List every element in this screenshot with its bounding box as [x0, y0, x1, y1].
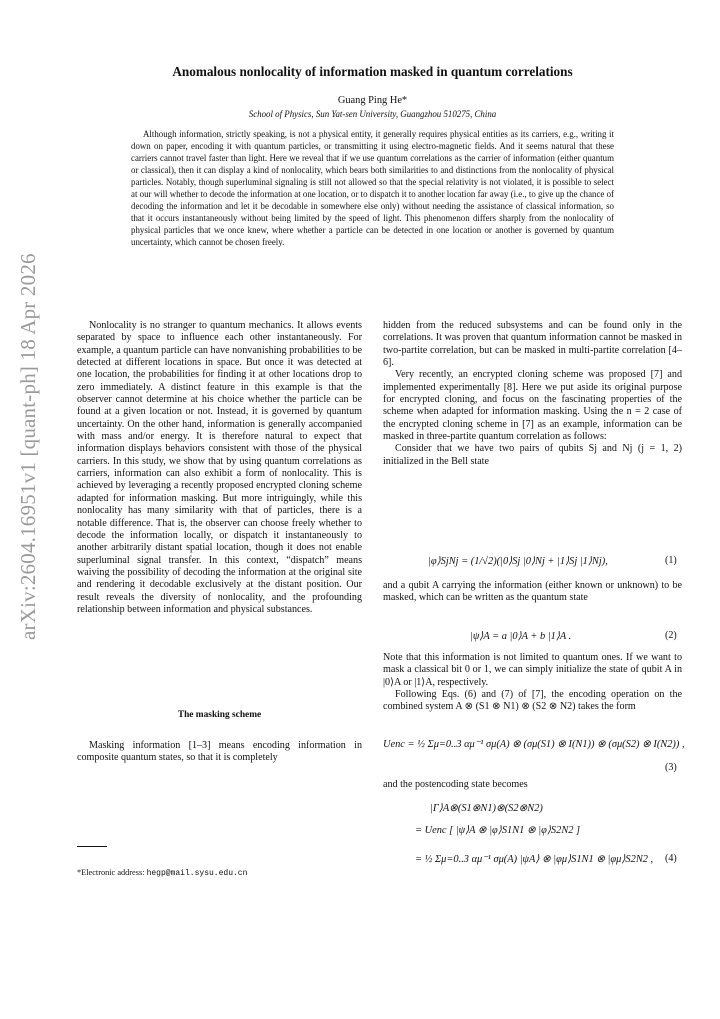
author-line: Guang Ping He*	[337, 95, 408, 106]
masking-paragraph-text: Masking information [1–3] means encoding information in composite quantum states, so that it is completely	[77, 740, 362, 764]
paper-title: Anomalous nonlocality of information masked in quantum correlations	[172, 64, 573, 79]
equation-2: |ψ⟩A = a |0⟩A + b |1⟩A .	[470, 631, 572, 642]
right-para-5-text: Note that this information is not limited to quantum ones. If we want to mask a classical bit 0 or 1, we can simply initialize the state of qubit A in |0⟩A or |1⟩A, respectively.	[383, 652, 682, 688]
right-para-7	[383, 779, 682, 791]
equation-4-line-3: = ½ Σμ=0..3 αμ⁻¹ σμ(A) |ψA⟩ ⊗ |φμ⟩S1N1 ⊗ |φμ⟩S2N2 ,	[415, 854, 654, 865]
arxiv-identifier-sidebar: arXiv:2604.16951v1 [quant-ph] 18 Apr 2026	[16, 253, 40, 640]
footnote-label: *Electronic address:	[77, 868, 147, 877]
right-para-5	[383, 652, 682, 714]
left-column	[77, 320, 362, 616]
affiliation-line: School of Physics, Sun Yat-sen University, Guangzhou 510275, China	[248, 109, 497, 119]
right-para-6-text: Following Eqs. (6) and (7) of [7], the encoding operation on the combined system A ⊗ (S1 ⊗ N1) ⊗ (S2 ⊗ N2) takes the form	[383, 689, 682, 713]
equation-1-number: (1)	[665, 555, 677, 566]
equation-3-number: (3)	[665, 762, 677, 773]
equation-2-number: (2)	[665, 630, 677, 641]
equation-4-number: (4)	[665, 853, 677, 864]
equation-1: |φ⟩SjNj = (1/√2)(|0⟩Sj |0⟩Nj + |1⟩Sj |1⟩Nj),	[428, 556, 608, 567]
footnote-rule	[77, 846, 107, 847]
right-para-1	[383, 320, 682, 468]
masking-paragraph	[77, 740, 362, 765]
right-para-7-text: and the postencoding state becomes	[383, 779, 528, 790]
abstract: Although information, strictly speaking, is not a physical entity, it generally requires physical entities as its carriers, e.g., writing it down on paper, encoding it with quantum particles, or transmitting it using electro-magnetic fields. And it seems natural that these carriers cannot travel faster than light. Here we reveal that if we use quantum correlations as the carrier of information (either quantum or classical), then it can display a kind of nonlocality, which bears both similarities to and distinctions from the nonlocality of physical particles. Notably, though superluminal signaling is still not allowed so that the special relativity is not violated, it is possible to select at our will whether to decode the information at one location, or to dispatch it to another location far away (i.e., to give up the chance of decoding the information and let it be decodable in somewhere else only) without needing the assistance of classical information, so that it occurs instantaneously without being limited by the speed of light. This phenomenon differs sharply from the nonlocality of physical particles that we once knew, where whether a particle can be detected in one location or another is governed by quantum uncertainty, which cannot be chosen freely.	[131, 129, 614, 247]
footnote-email: hegp@mail.sysu.edu.cn	[146, 869, 248, 878]
right-para-1-text: hidden from the reduced subsystems and can be found only in the correlations. It was proven that quantum information cannot be masked in two-partite correlation, but can be masked in multi-partite correlation [4–6].	[383, 320, 682, 369]
right-para-4	[383, 580, 682, 605]
intro-paragraph: Nonlocality is no stranger to quantum mechanics. It allows events separated by space to influence each other instantaneously. For example, a quantum particle can have nonvanishing probabilities to be detected at different locations in space. But once it was detected at one location, the probabilities for finding it at other locations drop to zero immediately. A distinct feature in this example is that the observer cannot determine at his choice whether the particle can be found at a given location or not. Instead, it is governed by quantum uncertainty. On the other hand, information is generally accompanied with mass and/or energy. It is therefore natural to expect that information displays behaviors consistent with those of the physical carriers. In this study, we show that by using quantum correlations as carriers, information can also exhibit a form of nonlocality. This is achieved by leveraging a recently proposed encrypted cloning scheme adapted for information masking. But more intriguingly, while this nonlocality has many similarity with that of particles, there is a notable difference. That is, the observer can choose freely whether to decode the information locally, or dispatch it instantaneously to another arbitrarily distant spatial location, though it does not enable superluminal signal transfer. In this context, “dispatch” means waiving the possibility of decoding the information at the original site and rendering it decodable exclusively at the distant position. Our result reveals the diversity of nonlocality, and the profounding relationship between information and physical substances.	[77, 320, 362, 615]
equation-4-line-1: |Γ⟩A⊗(S1⊗N1)⊗(S2⊗N2)	[430, 803, 543, 814]
right-para-4-text: and a qubit A carrying the information (either known or unknown) to be masked, which can be written as the quantum state	[383, 580, 682, 604]
equation-4-line-2: = Uenc [ |ψ⟩A ⊗ |φ⟩S1N1 ⊗ |φ⟩S2N2 ]	[415, 825, 581, 836]
equation-3: Uenc = ½ Σμ=0..3 αμ⁻¹ σμ(A) ⊗ (σμ(S1) ⊗ I(N1)) ⊗ (σμ(S2) ⊗ I(N2)) ,	[383, 739, 685, 750]
section-heading: The masking scheme	[177, 710, 262, 720]
right-para-2-text: Very recently, an encrypted cloning scheme was proposed [7] and implemented experimentally [8]. Here we put aside its original purpose for encrypted cloning, and focus on the fascinating properties of the scheme when adapted for information masking. Using the n = 2 case of the encrypted cloning scheme in [7] as an example, information can be masked in three-partite quantum correlation as follows:	[383, 369, 682, 443]
right-para-3-text: Consider that we have two pairs of qubits Sj and Nj (j = 1, 2) initialized in the Bell state	[383, 443, 682, 467]
footnote	[77, 868, 247, 878]
